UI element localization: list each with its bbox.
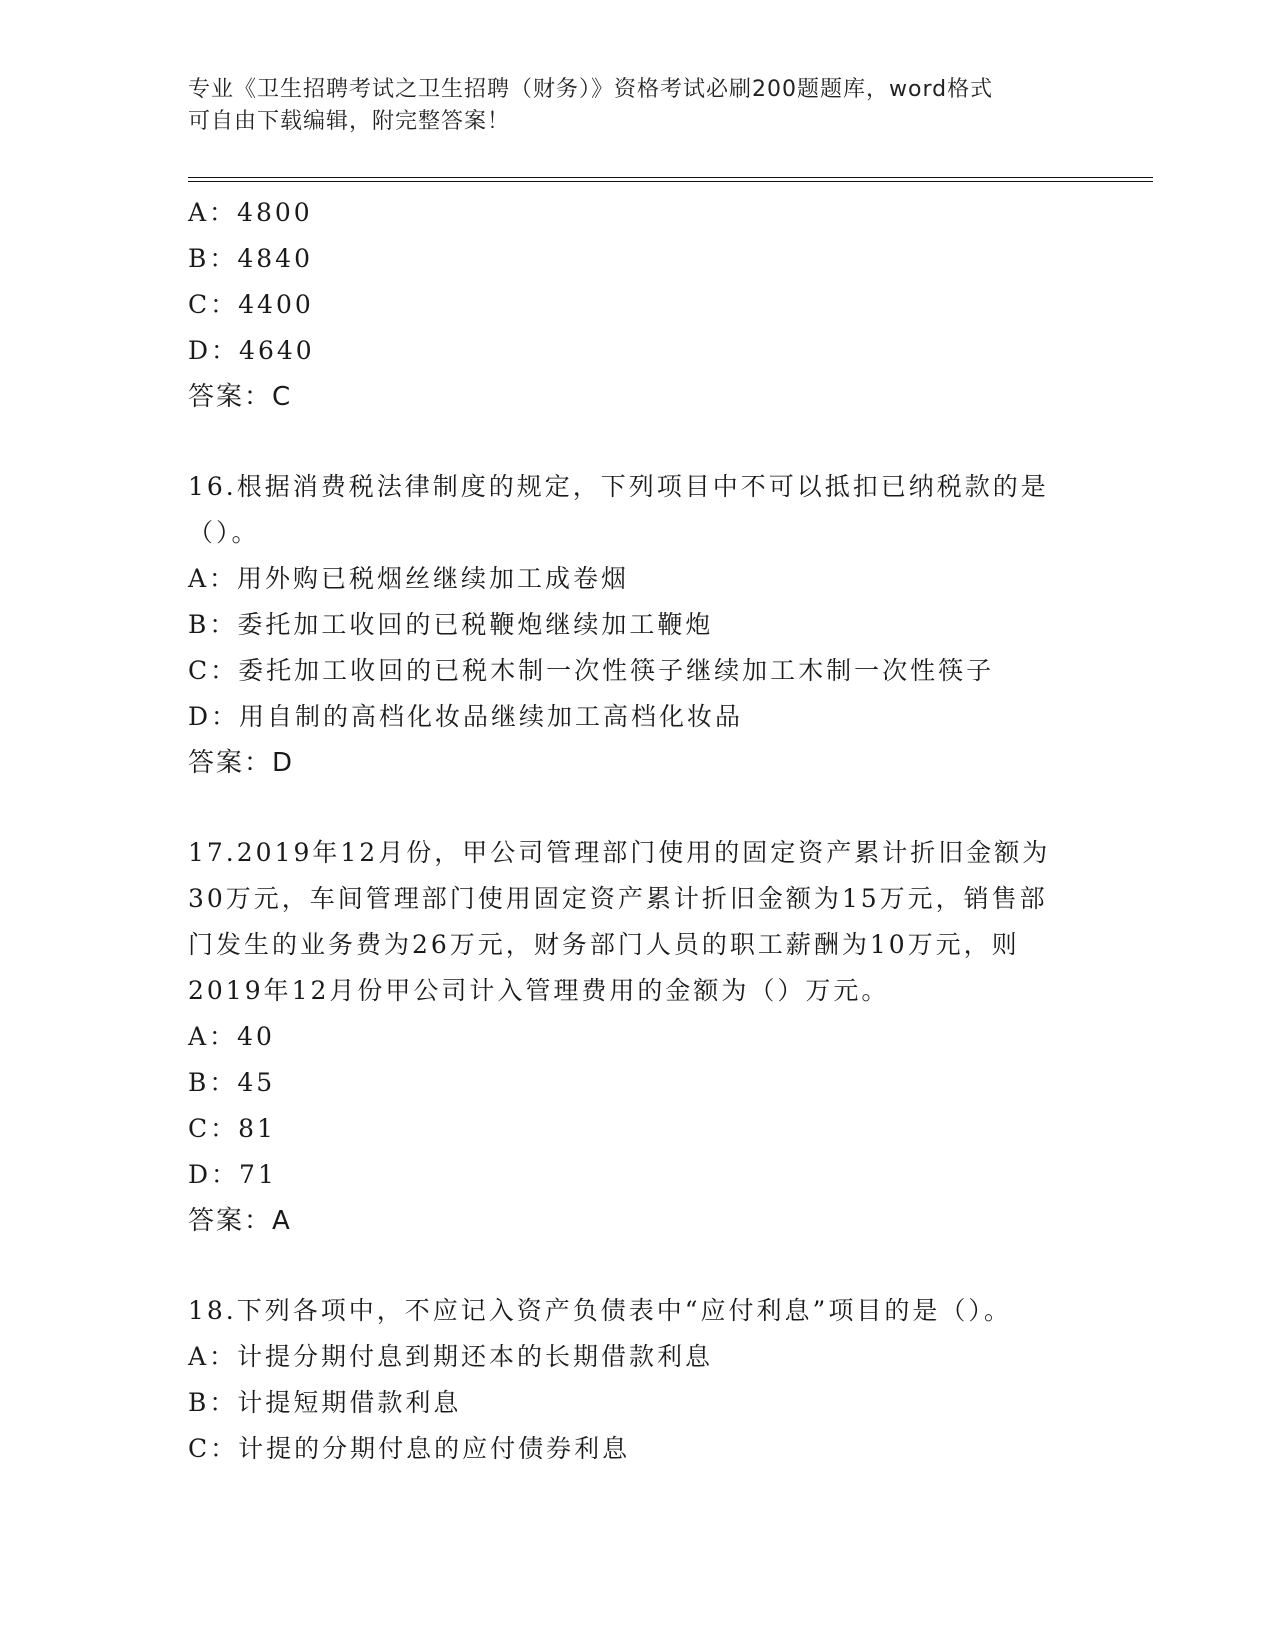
document-header bbox=[188, 74, 1068, 138]
option-b: B：4840 bbox=[188, 244, 313, 273]
header-divider bbox=[188, 177, 1153, 182]
option-a: A：用外购已税烟丝继续加工成卷烟 bbox=[188, 564, 630, 593]
answer-line: 答案：C bbox=[188, 382, 293, 412]
question-text-line: 17.2019年12月份，甲公司管理部门使用的固定资产累计折旧金额为 bbox=[188, 838, 1051, 867]
option-a: A：计提分期付息到期还本的长期借款利息 bbox=[188, 1342, 714, 1371]
answer-line: 答案：A bbox=[188, 1206, 292, 1236]
question-16 bbox=[188, 464, 1088, 786]
option-c: C：委托加工收回的已税木制一次性筷子继续加工木制一次性筷子 bbox=[188, 656, 995, 685]
option-b: B：45 bbox=[188, 1068, 276, 1097]
option-d: D：71 bbox=[188, 1160, 277, 1189]
question-text-line: 18.下列各项中，不应记入资产负债表中“应付利息”项目的是（）。 bbox=[188, 1296, 1012, 1325]
spacer bbox=[188, 1244, 1088, 1288]
option-a: A：40 bbox=[188, 1022, 275, 1051]
option-c: C：4400 bbox=[188, 290, 314, 319]
question-18 bbox=[188, 1288, 1088, 1472]
question-text-line: （）。 bbox=[188, 518, 260, 547]
option-c: C：计提的分期付息的应付债券利息 bbox=[188, 1434, 631, 1463]
answer-line: 答案：D bbox=[188, 748, 295, 778]
question-text-line: 门发生的业务费为26万元，财务部门人员的职工薪酬为10万元，则 bbox=[188, 930, 1020, 959]
header-title-line-1: 专业《卫生招聘考试之卫生招聘（财务）》资格考试必刷200题题库，word格式 bbox=[188, 77, 994, 102]
question-15 bbox=[188, 190, 1088, 420]
question-text-line: 30万元，车间管理部门使用固定资产累计折旧金额为15万元，销售部 bbox=[188, 884, 1048, 913]
option-a: A：4800 bbox=[188, 198, 313, 227]
question-text-line: 2019年12月份甲公司计入管理费用的金额为（）万元。 bbox=[188, 976, 890, 1005]
spacer bbox=[188, 786, 1088, 830]
option-b: B：计提短期借款利息 bbox=[188, 1388, 462, 1417]
question-text-line: 16.根据消费税法律制度的规定，下列项目中不可以抵扣已纳税款的是 bbox=[188, 472, 1049, 501]
option-c: C：81 bbox=[188, 1114, 276, 1143]
option-d: D：4640 bbox=[188, 336, 315, 365]
header-title-line-2: 可自由下载编辑，附完整答案！ bbox=[188, 109, 511, 134]
spacer bbox=[188, 420, 1088, 464]
question-list bbox=[188, 190, 1088, 1472]
question-17 bbox=[188, 830, 1088, 1244]
option-d: D：用自制的高档化妆品继续加工高档化妆品 bbox=[188, 702, 744, 731]
option-b: B：委托加工收回的已税鞭炮继续加工鞭炮 bbox=[188, 610, 714, 639]
